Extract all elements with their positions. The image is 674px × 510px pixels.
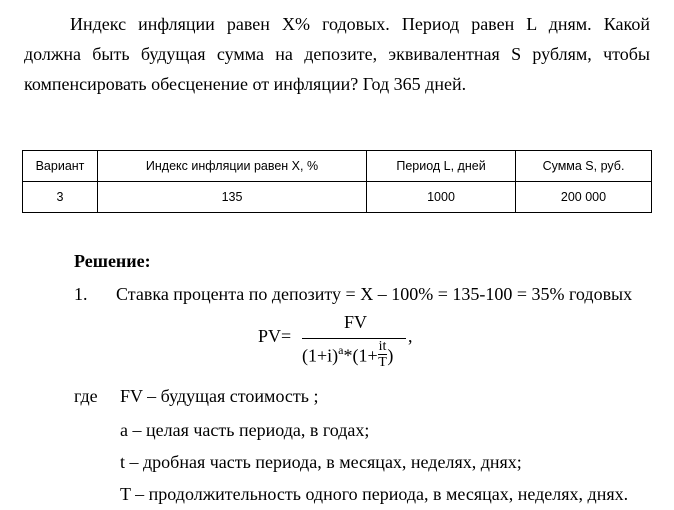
definition-item: FV – будущая стоимость ; — [120, 386, 319, 406]
den-exponent: a — [338, 342, 344, 357]
den-mid: *(1+ — [343, 345, 378, 366]
den-end: ) — [387, 345, 394, 366]
inner-fraction — [378, 339, 388, 370]
table-cell: 200 000 — [516, 182, 652, 213]
table-cell: 3 — [23, 182, 98, 213]
problem-line-1: Индекс инфляции равен X% годовых. Период равен L дням. Какой — [70, 14, 650, 34]
formula-comma: , — [408, 326, 413, 346]
table-cell: 1000 — [367, 182, 516, 213]
formula-numerator: FV — [344, 312, 368, 332]
definition-item: t – дробная часть периода, в месяцах, неделях, днях; — [120, 452, 522, 472]
variant-table — [22, 150, 652, 213]
table-header-cell: Период L, дней — [367, 151, 516, 182]
formula-lhs: PV= — [258, 326, 292, 346]
step-number: 1. — [74, 284, 88, 304]
step-text: Ставка процента по депозиту = X – 100% = 135-100 = 35% годовых — [116, 284, 633, 304]
pv-formula — [258, 312, 428, 384]
table-header-cell: Индекс инфляции равен X, % — [98, 151, 367, 182]
table-row — [23, 182, 652, 213]
formula-denominator — [302, 339, 394, 373]
table-header-cell: Сумма S, руб. — [516, 151, 652, 182]
table-cell: 135 — [98, 182, 367, 213]
definition-item: T – продолжительность одного периода, в месяцах, неделях, днях. — [120, 484, 629, 504]
where-label: где — [74, 386, 98, 406]
definition-item: a – целая часть периода, в годах; — [120, 420, 370, 440]
solution-heading: Решение: — [74, 251, 151, 271]
inner-denominator: T — [378, 355, 387, 370]
table-header-row — [23, 151, 652, 182]
fraction-bar — [302, 338, 406, 339]
den-base: (1+i) — [302, 345, 339, 366]
problem-line-3: компенсировать обесценение от инфляции? Год 365 дней. — [24, 74, 467, 94]
table-header-cell: Вариант — [23, 151, 98, 182]
inner-numerator: it — [378, 339, 387, 354]
problem-line-2: должна быть будущая сумма на депозите, эквивалентная S рублям, чтобы — [24, 44, 650, 64]
